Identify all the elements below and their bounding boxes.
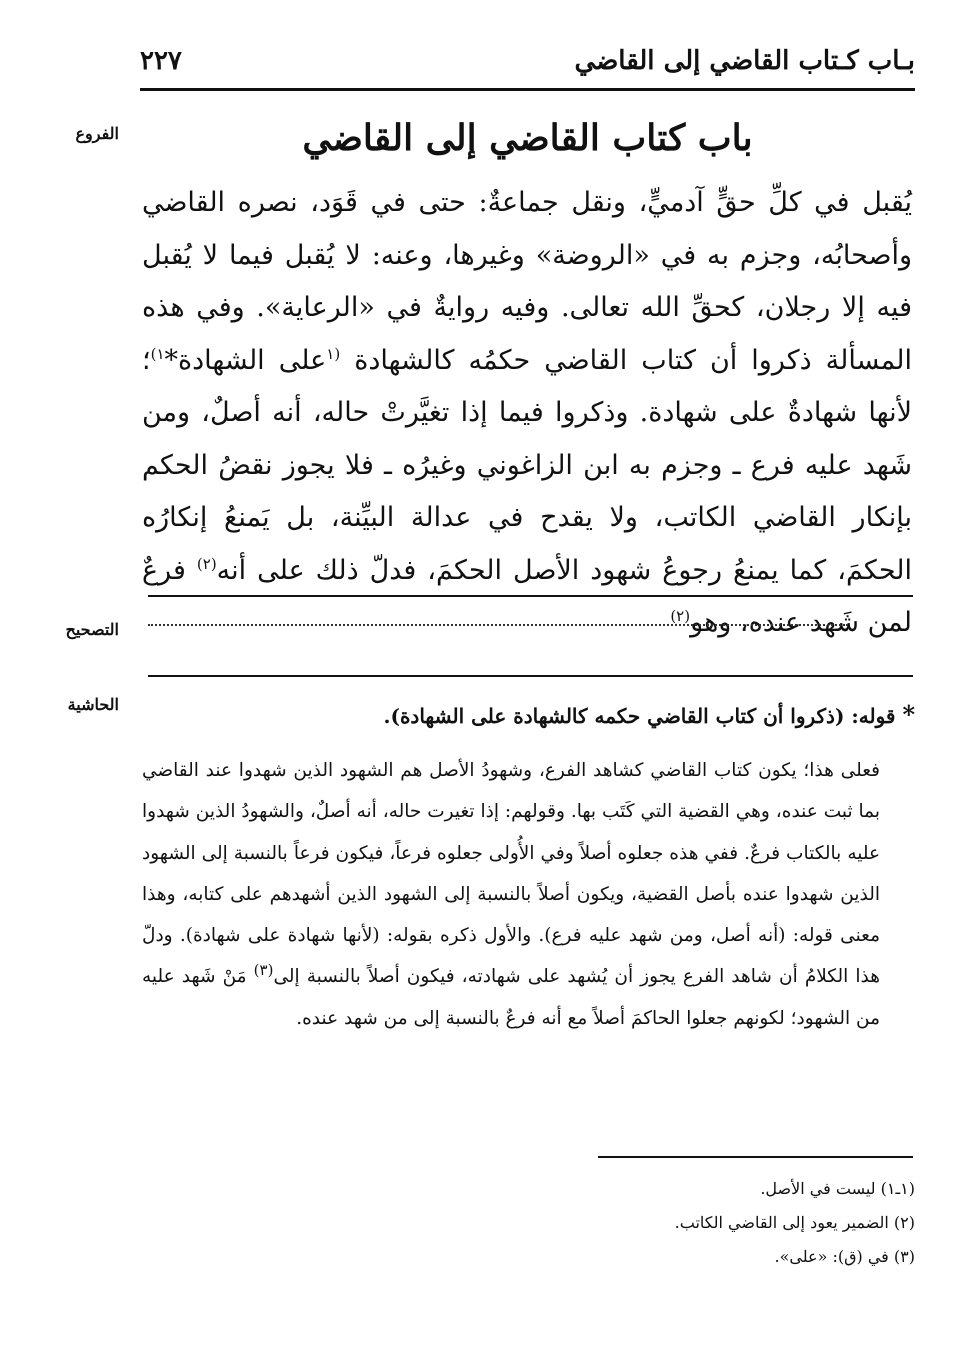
main-text-part-3: ؛ لأنها شهادةٌ على شهادة. وذكروا فيما إذا تغيَّرتْ حاله، أنه أصلٌ، ومن شَهد عليه فرع ـ وجزم به ابن الزاغوني وغيرُه ـ فلا يجوز نقضُ الحكم بإنكار القاضي الكاتب، ولا يقدح في عدالة البيِّنة، بل يَمنعُ إنكارُه الحكمَ، كما يمنعُ رجوعُ شهود الأصل الحكمَ، فدلّ ذلك على أنه — [142, 344, 912, 586]
footnote-rule — [598, 1156, 913, 1158]
main-paragraph — [142, 177, 912, 650]
footnote-2: (٢) الضمير يعود إلى القاضي الكاتب. — [674, 1213, 915, 1232]
margin-label-hashiya: الحاشية — [67, 695, 119, 714]
hashiya-part-2: مَنْ شَهد عليه من الشهود؛ لكونهم جعلوا الحاكمَ أصلاً مع أنه فرعٌ بالنسبة إلى من شهد عنده. — [142, 966, 880, 1029]
footnote-ref-2: (٢) — [196, 554, 217, 573]
section-rule-bottom — [148, 675, 913, 677]
main-text — [142, 177, 912, 650]
running-title: بـاب كـتاب القاضي إلى القاضي — [574, 46, 915, 76]
margin-label-furu: الفروع — [75, 124, 119, 143]
footnote-ref-1-open: (١ — [326, 344, 341, 363]
hashiya-paragraph — [142, 750, 880, 1039]
hashiya-heading-text: قوله: (ذكروا أن كتاب القاضي حكمه كالشهادة على الشهادة). — [383, 704, 896, 728]
main-text-part-1: يُقبل في كلِّ حقٍّ آدميٍّ، ونقل جماعةٌ: حتى في قَوَد، نصره القاضي وأصحابُه، وجزم به في «الروضة» وغيرها، وعنه: لا يُقبل فيما لا يُقبل فيه إلا رجلان، كحقِّ الله تعالى. وفيه روايةٌ في «الرعاية». وفي هذه المسألة ذكروا أن كتاب القاضي حكمُه كالشهادة — [142, 187, 913, 376]
asterisk-marker: * — [902, 700, 915, 729]
section-rule-top — [148, 595, 913, 597]
footnote-ref-1-close: ١) — [150, 344, 165, 363]
tashih-dotted-line — [148, 624, 848, 626]
footnote-1: (١ـ١) ليست في الأصل. — [760, 1179, 915, 1198]
footnote-ref-2b: (٢) — [670, 607, 691, 625]
main-text-part-2: على الشهادة* — [164, 344, 327, 376]
hashiya-part-1: فعلى هذا؛ يكون كتاب القاضي كشاهد الفرع، وشهودُ الأصل هم الشهود الذين شهدوا عند القاضي بما ثبت عنده، وهي القضية التي كَتَب بها. وقولهم: إذا تغيرت حاله، أنه أصلٌ، والشهودُ الذين شهدوا عليه بالكتاب فرعٌ. ففي هذه جعلوه أصلاً وفي الأُولى جعلوه فرعاً، فيكون فرعاً بالنسبة إلى الشهود الذين شهدوا عنده بأصل القضية، ويكون أصلاً بالنسبة إلى الشهود الذين أشهدهم على كتابه، وهذا معنى قوله: (أنه أصل، ومن شهد عليه فرع). والأول ذكره بقوله: (لأنها شهادة على شهادة). ودلّ هذا الكلامُ أن شاهد الفرع يجوز أن يُشهد على شهادته، فيكون أصلاً بالنسبة إلى — [142, 760, 880, 988]
margin-label-tashih: التصحيح — [65, 620, 119, 639]
header-rule — [140, 88, 915, 91]
chapter-title: باب كتاب القاضي إلى القاضي — [302, 117, 753, 159]
footnote-ref-3: (٣) — [253, 961, 274, 980]
footnotes — [315, 1172, 915, 1274]
hashiya-heading — [384, 700, 915, 729]
page-number: ٢٢٧ — [140, 46, 182, 76]
main-text-part-4: فرعٌ لمن شَهد عنده، وهو — [142, 554, 912, 638]
footnote-3: (٣) في (ق): «على». — [774, 1247, 915, 1266]
hashiya-text — [142, 750, 880, 1039]
